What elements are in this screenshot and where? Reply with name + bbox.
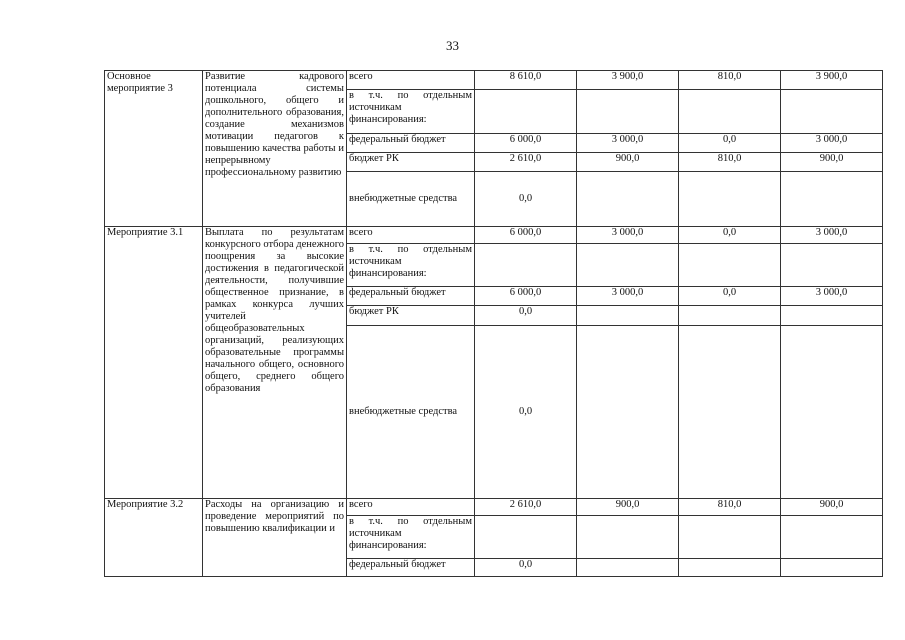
value-cell: 810,0 — [679, 71, 781, 90]
value-cell — [679, 244, 781, 287]
value-cell: 3 900,0 — [781, 71, 883, 90]
value-cell — [679, 172, 781, 227]
value-cell: 900,0 — [577, 499, 679, 516]
table-row — [105, 499, 883, 516]
value-cell — [781, 306, 883, 326]
value-cell — [679, 306, 781, 326]
funding-source: федеральный бюджет — [347, 559, 475, 577]
value-cell: 900,0 — [577, 153, 679, 172]
value-cell — [577, 326, 679, 499]
value-cell: 0,0 — [679, 134, 781, 153]
value-cell: 0,0 — [475, 326, 577, 499]
value-cell: 8 610,0 — [475, 71, 577, 90]
value-cell — [577, 172, 679, 227]
value-cell: 0,0 — [475, 172, 577, 227]
value-cell — [679, 326, 781, 499]
funding-source: бюджет РК — [347, 306, 475, 326]
activity-description: Развитие кадрового потенциала системы дошкольного, общего и дополнительного образования, создание механизмов мотивации педагогов к повышению качества работы и непрерывному профессиональному развитию — [203, 71, 347, 227]
value-cell: 0,0 — [475, 559, 577, 577]
value-cell: 3 000,0 — [577, 227, 679, 244]
value-cell — [679, 90, 781, 134]
page-number: 33 — [446, 38, 459, 53]
value-cell: 0,0 — [679, 287, 781, 306]
funding-source: бюджет РК — [347, 153, 475, 172]
value-cell — [577, 244, 679, 287]
value-cell — [781, 326, 883, 499]
value-cell — [781, 90, 883, 134]
activity-description: Выплата по результатам конкурсного отбора денежного поощрения за высокие достижения в педагогической деятельности, получившие общественное признание, в рамках конкурса лучших учителей общеобразовательных организаций, реализующих образовательные программы начального общего, основного общего, среднего общего образования — [203, 227, 347, 499]
value-cell: 0,0 — [679, 227, 781, 244]
funding-source: в т.ч. по отдельным источникам финансирования: — [347, 244, 475, 287]
funding-source: внебюджетные средства — [347, 326, 475, 499]
value-cell: 3 000,0 — [781, 287, 883, 306]
value-cell: 3 900,0 — [577, 71, 679, 90]
funding-source: всего — [347, 499, 475, 516]
table-row — [105, 71, 883, 90]
value-cell — [475, 90, 577, 134]
value-cell — [781, 559, 883, 577]
funding-source: всего — [347, 71, 475, 90]
activity-name: Мероприятие 3.2 — [105, 499, 203, 577]
value-cell: 2 610,0 — [475, 499, 577, 516]
value-cell — [577, 90, 679, 134]
budget-table — [104, 70, 883, 577]
value-cell — [577, 559, 679, 577]
activity-description: Расходы на организацию и проведение мероприятий по повышению квалификации и — [203, 499, 347, 577]
funding-source: в т.ч. по отдельным источникам финансирования: — [347, 90, 475, 134]
funding-source: внебюджетные средства — [347, 172, 475, 227]
value-cell: 810,0 — [679, 499, 781, 516]
value-cell: 810,0 — [679, 153, 781, 172]
value-cell: 900,0 — [781, 153, 883, 172]
value-cell: 2 610,0 — [475, 153, 577, 172]
value-cell — [577, 306, 679, 326]
funding-source: федеральный бюджет — [347, 287, 475, 306]
value-cell: 3 000,0 — [577, 134, 679, 153]
value-cell: 6 000,0 — [475, 227, 577, 244]
funding-source: федеральный бюджет — [347, 134, 475, 153]
activity-name: Мероприятие 3.1 — [105, 227, 203, 499]
activity-name: Основное мероприятие 3 — [105, 71, 203, 227]
value-cell — [781, 244, 883, 287]
value-cell — [679, 516, 781, 559]
value-cell: 6 000,0 — [475, 134, 577, 153]
funding-source: всего — [347, 227, 475, 244]
value-cell — [679, 559, 781, 577]
value-cell — [577, 516, 679, 559]
value-cell: 3 000,0 — [781, 134, 883, 153]
value-cell: 6 000,0 — [475, 287, 577, 306]
value-cell — [475, 244, 577, 287]
value-cell — [781, 172, 883, 227]
value-cell: 3 000,0 — [577, 287, 679, 306]
funding-source: в т.ч. по отдельным источникам финансирования: — [347, 516, 475, 559]
table-row — [105, 227, 883, 244]
value-cell: 3 000,0 — [781, 227, 883, 244]
value-cell: 0,0 — [475, 306, 577, 326]
value-cell: 900,0 — [781, 499, 883, 516]
value-cell — [475, 516, 577, 559]
value-cell — [781, 516, 883, 559]
